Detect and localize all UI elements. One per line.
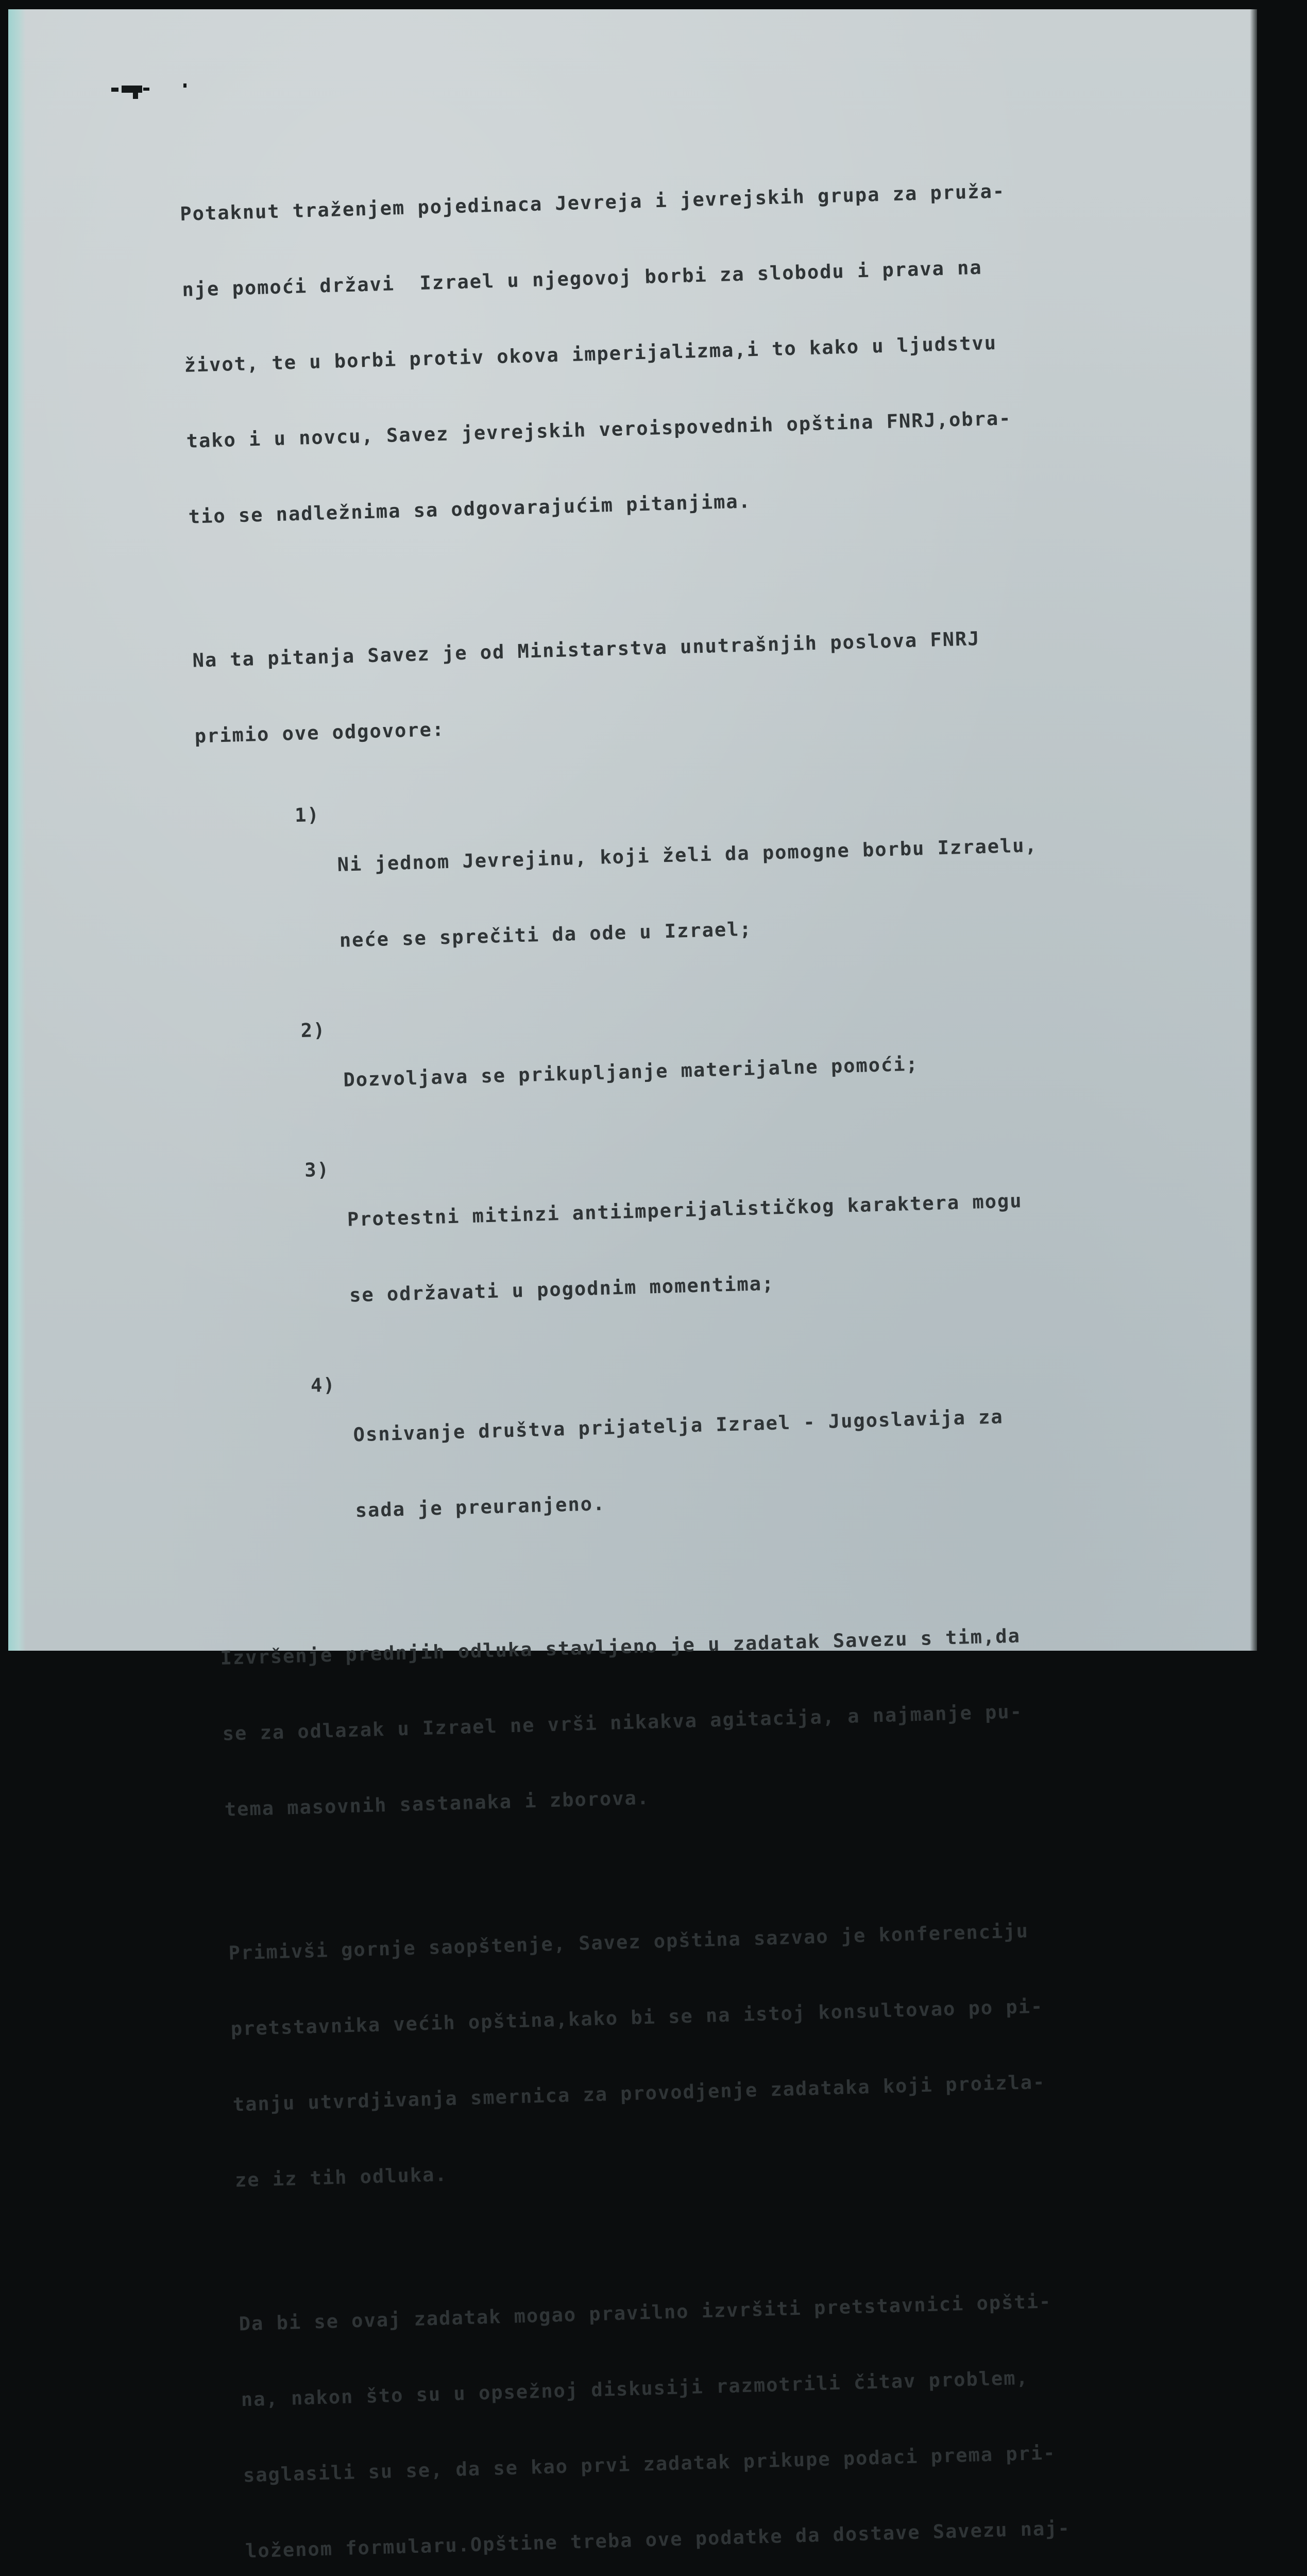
text-line: Izvršenje prednjih odluka stavljeno je u zadatak Savezu s tim,da — [220, 1624, 1021, 1669]
text-line: Dozvoljava se prikupljanje materijalne pomoći; — [343, 1053, 919, 1091]
text-line: Potaknut traženjem pojedinaca Jevreja i jevrejskih grupa za pruža- — [179, 180, 1006, 225]
text-line: pretstavnika većih opština,kako bi se na istoj konsultovao po pi- — [230, 1995, 1044, 2040]
text-line: tanju utvrdjivanja smernica za provodjenje zadataka koji proizla- — [232, 2071, 1046, 2116]
paragraph-execution — [218, 1566, 1261, 1873]
list-item — [196, 776, 1237, 1007]
text-line: sada je preuranjeno. — [355, 1492, 606, 1522]
paragraph-intro — [178, 122, 1225, 580]
document-text — [178, 122, 1307, 2576]
text-line: primio ove odgovore: — [194, 718, 445, 748]
list-item-number: 1) — [294, 803, 320, 827]
text-line: tako i u novcu, Savez jevrejskih veroispovednih opština FNRJ,obra- — [186, 407, 1012, 452]
text-line: Da bi se ovaj zadatak mogao pravilno izvršiti pretstavnici opšti- — [239, 2290, 1052, 2335]
text-line: se za odlazak u Izrael ne vrši nikakva agitacija, a najmanje pu- — [222, 1700, 1023, 1745]
list-item — [212, 1347, 1253, 1578]
list-item-text — [351, 1353, 1007, 1573]
document-page — [8, 9, 1257, 2563]
text-line: saglasili su se, da se kao prvi zadatak prikupe podaci prema pri- — [243, 2442, 1056, 2487]
list-item-text — [342, 1001, 920, 1143]
list-item-number: 2) — [300, 1019, 326, 1042]
list-item-number: 4) — [310, 1374, 336, 1397]
text-line: ze iz tih odluka. — [234, 2163, 448, 2192]
numbered-list — [196, 776, 1253, 1578]
text-line: tema masovnih sastanaka i zborova. — [224, 1786, 650, 1821]
list-item-text — [346, 1138, 1026, 1358]
text-line: Ni jednom Jevrejinu, koji želi da pomogne borbu Izraelu, — [337, 834, 1038, 876]
text-line: se održavati u pogodnim momentima; — [349, 1272, 775, 1307]
paragraph-task — [237, 2232, 1284, 2576]
text-line: život, te u borbi protiv okova imperijalizma,i to kako u ljudstvu — [184, 331, 997, 377]
text-line: nje pomoći državi Izrael u njegovoj borbi za slobodu i prava na — [181, 256, 983, 301]
list-item-text — [335, 782, 1041, 1004]
text-line: Primivši gornje saopštenje, Savez opština sazvao je konferenciju — [228, 1920, 1029, 1964]
list-item — [207, 1131, 1247, 1362]
list-item — [202, 992, 1241, 1147]
text-line: Na ta pitanja Savez je od Ministarstva unutrašnjih poslova FNRJ — [192, 627, 981, 672]
text-line: Protestni mitinzi antiimperijalističkog karaktera mogu — [347, 1190, 1023, 1231]
ink-smudge-mark — [106, 81, 194, 102]
paragraph-answers-intro — [191, 569, 1231, 800]
text-line: tio se nadležnima sa odgovarajućim pitanjima. — [188, 490, 752, 528]
text-line: neće se sprečiti da ode u Izrael; — [339, 918, 753, 952]
text-line: loženom formularu.Opštine treba ove podatke da dostave Savezu naj- — [245, 2517, 1071, 2563]
list-item-number: 3) — [304, 1158, 330, 1181]
paragraph-conference — [227, 1861, 1271, 2244]
text-line: Osnivanje društva prijatelja Izrael - Jugoslavija za — [353, 1405, 1004, 1446]
text-line: na, nakon što su u opsežnoj diskusiji razmotrili čitav problem, — [241, 2366, 1029, 2411]
